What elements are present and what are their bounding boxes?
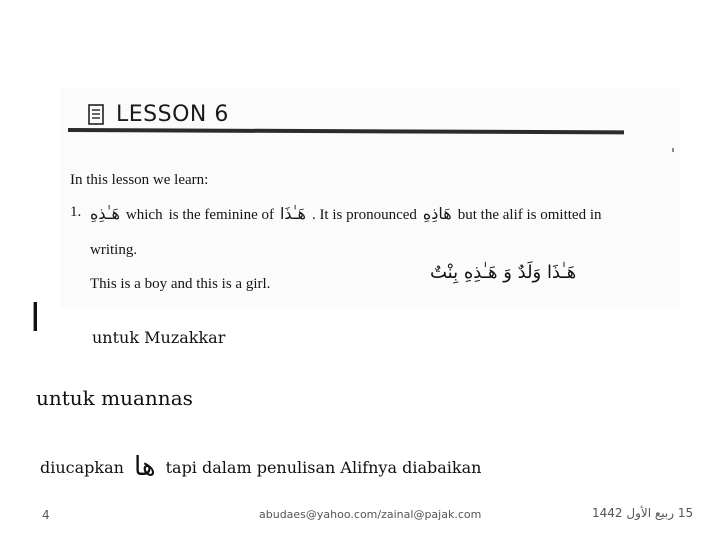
diucapkan-text: diucapkan — [40, 457, 124, 477]
scan-speck — [672, 148, 674, 152]
example-arabic: هَـٰذَا وَلَدٌ وَ هَـٰذِهِ بِنْتٌ — [430, 262, 577, 283]
pronunciation-note — [40, 452, 481, 482]
which-text: which — [125, 207, 163, 223]
learn-intro: In this lesson we learn: — [70, 172, 209, 188]
item-number: 1. — [70, 204, 82, 220]
arabic-hadhihi: هَـٰذِهِ — [90, 204, 120, 223]
arabic-haadhihi: هَاذِهِ — [422, 204, 452, 223]
tapi-text: tapi dalam penulisan Alifnya diabaikan — [165, 457, 482, 477]
ha-letters: ها — [133, 452, 156, 482]
writing-text: writing. — [90, 242, 138, 258]
footer-email: abudaes@yahoo.com/zainal@pajak.com — [259, 508, 482, 521]
muzakkar-label: untuk Muzakkar — [92, 328, 226, 347]
pronounced-text: . It is pronounced — [311, 207, 417, 223]
omitted-text: but the alif is omitted in — [457, 207, 602, 223]
alif-letter: ا — [30, 296, 41, 340]
page-number: 4 — [42, 508, 50, 522]
lesson-header — [88, 102, 229, 127]
lesson-title: LESSON 6 — [116, 102, 229, 127]
document-icon — [88, 104, 106, 126]
arabic-hadha: هَـٰذَا — [279, 204, 306, 223]
lesson-point-line — [90, 204, 601, 224]
feminine-text: is the feminine of — [168, 207, 274, 223]
example-english: This is a boy and this is a girl. — [90, 276, 271, 292]
footer-date: 15 ربيع الأول 1442 — [592, 506, 694, 520]
muannas-label: untuk muannas — [36, 386, 193, 410]
